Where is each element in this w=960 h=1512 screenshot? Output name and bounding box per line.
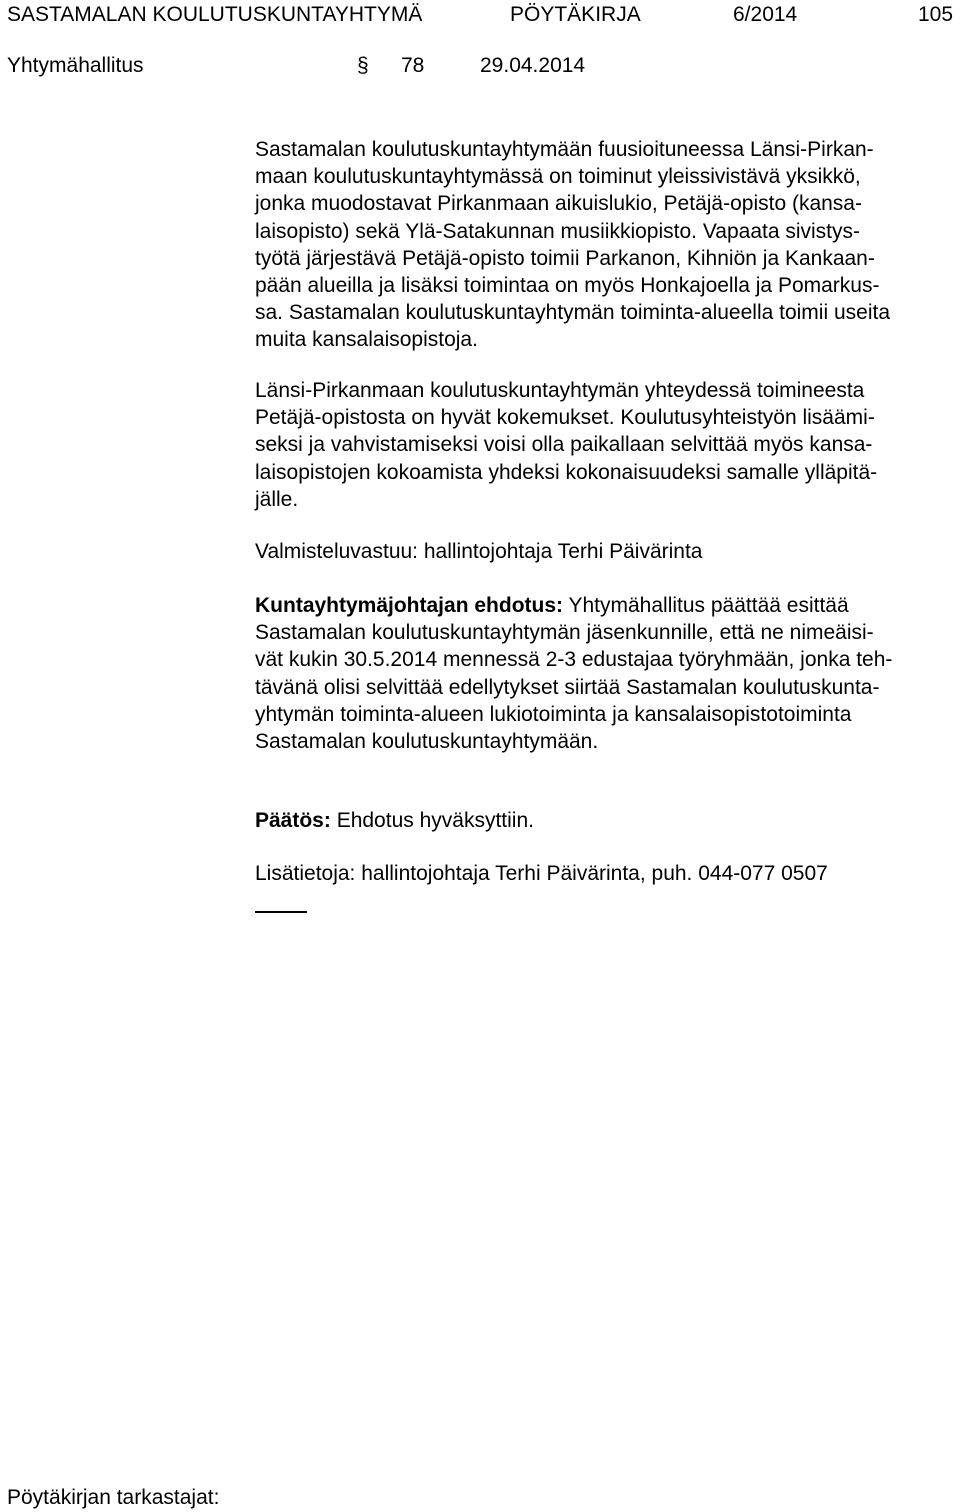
text-line: työtä järjestävä Petäjä-opisto toimii Parkanon, Kihniön ja Kankaan- (255, 246, 875, 270)
paragraph-experience (255, 377, 958, 513)
text-line: laisopisto) sekä Ylä-Satakunnan musiikkiopisto. Vapaata sivistys- (255, 219, 861, 243)
page-number: 105 (918, 3, 954, 26)
proposal-first-line: Yhtymähallitus päättää esittää (563, 594, 849, 617)
decision (255, 807, 958, 834)
decision-text: Ehdotus hyväksyttiin. (330, 809, 534, 832)
additional-info (255, 860, 958, 887)
paragraph-background (255, 136, 958, 354)
text-line: Länsi-Pirkanmaan koulutuskuntayhtymän yhteydessä toimineesta (255, 379, 865, 402)
reviewers-label: Pöytäkirjan tarkastajat: (7, 1486, 220, 1509)
meeting-body: Yhtymähallitus (7, 54, 144, 77)
text-line (255, 592, 958, 619)
text-line: Valmisteluvastuu: hallintojohtaja Terhi Päivärinta (255, 540, 703, 563)
document-number: 6/2014 (733, 3, 798, 26)
text-line: jonka muodostavat Pirkanmaan aikuislukio, Petäjä-opisto (kansa- (255, 192, 862, 216)
decision-label: Päätös: (255, 809, 331, 832)
text-line: Petäjä-opistosta on hyvät kokemukset. Koulutusyhteistyön lisäämi- (255, 406, 875, 430)
text-line: pään alueilla ja lisäksi toimintaa on myös Honkajoella ja Pomarkus- (255, 274, 880, 298)
text-line: maan koulutuskuntayhtymässä on toiminut yleissivistävä yksikkö, (255, 165, 861, 189)
meeting-date: 29.04.2014 (480, 54, 586, 77)
text-line: Lisätietoja: hallintojohtaja Terhi Päivärinta, puh. 044-077 0507 (255, 862, 828, 885)
text-line: sa. Sastamalan koulutuskuntayhtymän toiminta-alueella toimii useita (255, 301, 890, 325)
text-line: laisopistojen kokoamista yhdeksi kokonaisuudeksi samalle ylläpitä- (255, 460, 878, 484)
text-line: jälle. (255, 487, 299, 511)
text-line: seksi ja vahvistamiseksi voisi olla paikallaan selvittää myös kansa- (255, 433, 873, 457)
text-line: Sastamalan koulutuskuntayhtymään. (255, 730, 599, 754)
text-line (255, 807, 958, 834)
director-proposal (255, 592, 958, 755)
text-line: yhtymän toiminta-alueen lukiotoiminta ja kansalaisopistotoiminta (255, 702, 852, 726)
text-line: Sastamalan koulutuskuntayhtymään fuusioituneessa Länsi-Pirkan- (255, 138, 874, 161)
text-line: Sastamalan koulutuskuntayhtymän jäsenkunnille, että ne nimeäisi- (255, 621, 874, 645)
section-symbol: § (357, 54, 369, 77)
text-line: tävänä olisi selvittää edellytykset siirtää Sastamalan koulutuskunta- (255, 675, 880, 699)
text-line: muita kansalaisopistoja. (255, 328, 478, 352)
text-line: vät kukin 30.5.2014 mennessä 2-3 edustajaa työryhmään, jonka teh- (255, 648, 893, 672)
organization-name: SASTAMALAN KOULUTUSKUNTAYHTYMÄ (7, 3, 423, 26)
preparation-responsibility (255, 538, 958, 565)
proposal-label: Kuntayhtymäjohtajan ehdotus: (255, 594, 564, 617)
document-type: PÖYTÄKIRJA (510, 3, 641, 26)
section-end-rule (255, 911, 307, 913)
section-number: 78 (401, 54, 425, 77)
